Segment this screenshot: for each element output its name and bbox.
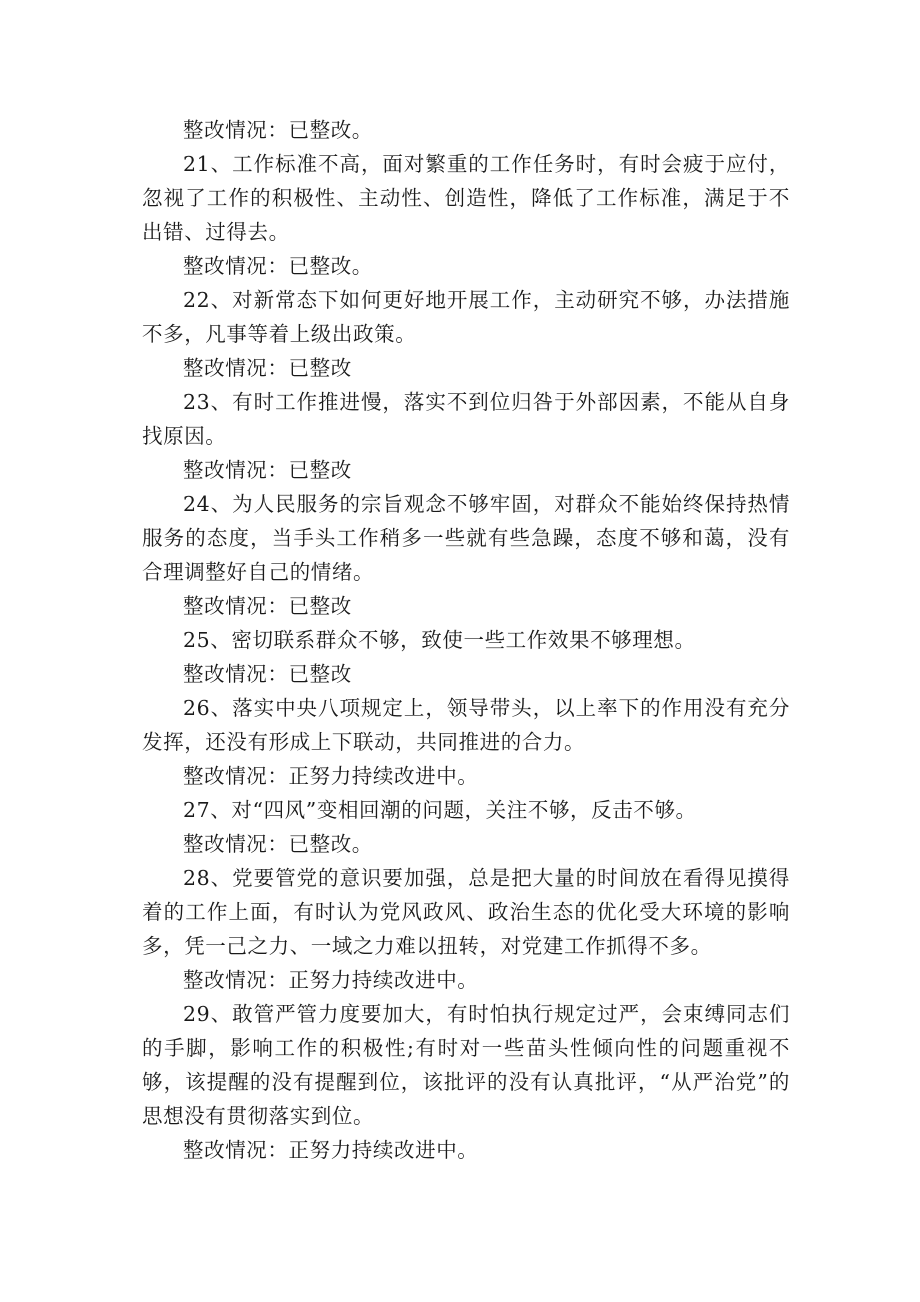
issue-item-23: 23、有时工作推进慢，落实不到位归咎于外部因素，不能从自身找原因。	[142, 390, 790, 448]
rectification-status: 整改情况：已整改	[183, 594, 352, 618]
rectification-status: 整改情况：已整改	[183, 662, 352, 686]
issue-item-24: 24、为人民服务的宗旨观念不够牢固，对群众不能始终保持热情服务的态度，当手头工作稍多一些就有些急躁，态度不够和蔼，没有合理调整好自己的情绪。	[142, 492, 790, 584]
issue-item-26: 26、落实中央八项规定上，领导带头，以上率下的作用没有充分发挥，还没有形成上下联动，共同推进的合力。	[142, 696, 790, 754]
rectification-status: 整改情况：已整改。	[183, 254, 373, 278]
rectification-status: 整改情况：正努力持续改进中。	[183, 968, 479, 992]
issue-item-27: 27、对“四风”变相回潮的问题，关注不够，反击不够。	[183, 798, 697, 822]
issue-item-22: 22、对新常态下如何更好地开展工作，主动研究不够，办法措施不多，凡事等着上级出政策。	[142, 288, 790, 346]
issue-item-28: 28、党要管党的意识要加强，总是把大量的时间放在看得见摸得着的工作上面，有时认为党风政风、政治生态的优化受大环境的影响多，凭一己之力、一域之力难以扭转，对党建工作抓得不多。	[142, 866, 790, 958]
rectification-status: 整改情况：已整改	[183, 458, 352, 482]
document-body	[142, 113, 790, 1167]
issue-item-29: 29、敢管严管力度要加大，有时怕执行规定过严，会束缚同志们的手脚，影响工作的积极性;有时对一些苗头性倾向性的问题重视不够，该提醒的没有提醒到位，该批评的没有认真批评，“从严治党”的思想没有贯彻落实到位。	[142, 1002, 790, 1128]
rectification-status: 整改情况：已整改	[183, 356, 352, 380]
issue-item-21: 21、工作标准不高，面对繁重的工作任务时，有时会疲于应付，忽视了工作的积极性、主动性、创造性，降低了工作标准，满足于不出错、过得去。	[142, 152, 790, 244]
rectification-status: 整改情况：已整改。	[183, 118, 373, 142]
rectification-status: 整改情况：正努力持续改进中。	[183, 764, 479, 788]
rectification-status: 整改情况：正努力持续改进中。	[183, 1138, 479, 1162]
issue-item-25: 25、密切联系群众不够，致使一些工作效果不够理想。	[183, 628, 696, 652]
rectification-status: 整改情况：已整改。	[183, 832, 373, 856]
